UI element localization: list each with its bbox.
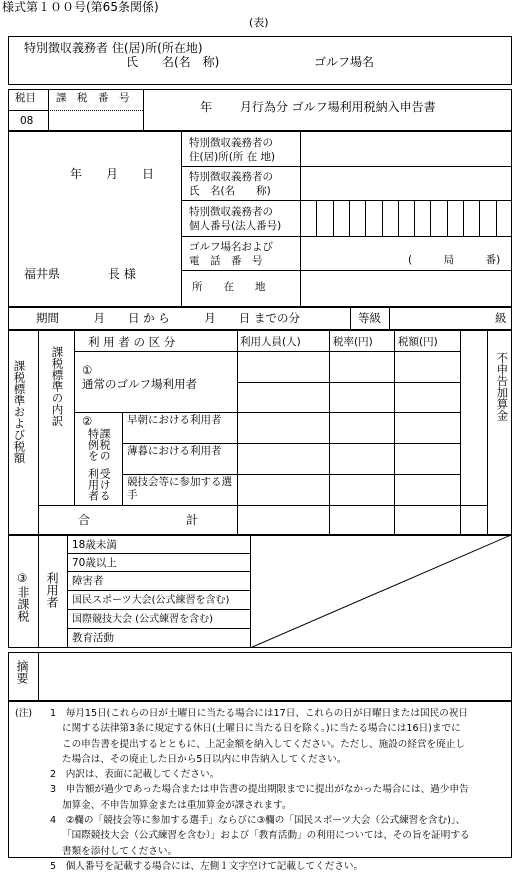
note-line: 2 内訳は、表面に記載してください。 [50, 769, 220, 781]
collector-name-label: 氏 名(名 称) [126, 55, 220, 69]
exempt-number: ③ [17, 571, 28, 585]
digit-divider [496, 200, 497, 236]
row2a-label: 早朝における利用者 [127, 414, 222, 426]
digit-divider [414, 200, 415, 236]
phone-suffix: ( 局 番) [408, 254, 501, 266]
digit-divider [333, 200, 334, 236]
location-field[interactable] [302, 272, 510, 305]
row1-amount-field[interactable] [396, 353, 458, 411]
exempt-item: 国際競技大会 (公式練習を含む) [72, 614, 213, 625]
row2c-users-field[interactable] [239, 476, 327, 504]
digit-divider [382, 200, 383, 236]
notes-label: (注) [15, 708, 33, 719]
note-line: この申告書を提出するとともに、上記金額を納入してください。ただし、施設の経営を廃止し [62, 738, 465, 750]
digit-divider [479, 200, 480, 236]
special-users-label: 課税の特例を受ける利用者 [86, 428, 112, 501]
exempt-diagonal [250, 535, 512, 648]
digit-divider [365, 200, 366, 236]
row2a-users-field[interactable] [239, 414, 327, 442]
col-category: 利 用 者 の 区 分 [88, 335, 176, 349]
location-label: 所 在 地 [192, 281, 266, 293]
grade-label: 等級 [358, 311, 381, 325]
digit-divider [463, 200, 464, 236]
personal-number-label: 特別徴収義務者の 個人番号(法人番号) [189, 206, 282, 232]
tax-number-label: 課 税 番 号 [56, 92, 130, 104]
row2-number: ② [82, 414, 93, 428]
form-number: 様式第１００号(第65条関係) [2, 0, 159, 14]
row1-users-field[interactable] [239, 353, 327, 411]
note-line: 4 ②欄の「競技会等に参加する選手」ならびに③欄の「国民スポーツ大会（公式練習を含む)」、 [50, 815, 466, 827]
remarks-field[interactable] [40, 654, 510, 699]
grade-field[interactable] [391, 309, 491, 328]
grade-unit: 級 [495, 311, 507, 325]
col-users: 利用人員(人) [240, 336, 301, 348]
tax-base-breakdown-label: 課税標準の内訳 [50, 346, 65, 427]
row2b-label: 薄暮における利用者 [127, 445, 222, 457]
exempt-label: 非課税 [16, 586, 30, 622]
collector-name-field[interactable] [302, 168, 510, 199]
exempt-item: 18歳未満 [72, 539, 117, 551]
tax-item-value: 08 [20, 115, 34, 127]
row2b-users-field[interactable] [239, 445, 327, 473]
digit-divider [398, 200, 399, 236]
row2c-label: 競技会等に参加する選手 [127, 476, 232, 501]
addressee: 福井県 長 様 [24, 267, 136, 281]
collector-address-field-label: 特別徴収義務者の 住(居)所(所 在 地) [189, 137, 276, 163]
tax-base-side-label: 課税標準および税額 [12, 360, 27, 464]
digit-divider [447, 200, 448, 236]
collector-address-label: 特別徴収義務者 住(居)所(所在地) [24, 41, 203, 55]
form-title: 年 月行為分 ゴルフ場利用税納入申告書 [200, 100, 436, 114]
row1-label: 通常のゴルフ場利用者 [82, 377, 197, 391]
collector-name-field-label: 特別徴収義務者の 氏 名(名 称) [189, 171, 273, 197]
note-line: 書類を添付してください。 [62, 845, 178, 857]
exempt-users-label: 利用者 [45, 572, 59, 608]
exempt-item: 教育活動 [72, 632, 114, 644]
digit-divider [349, 200, 350, 236]
golf-name-phone-label: ゴルフ場名および 電 話 番 号 [189, 241, 273, 267]
page-side-label: (表) [249, 16, 269, 29]
note-line: 3 申告額が過少であった場合または申告書の提出期限までに提出がなかった場合には、過少申告 [50, 784, 469, 796]
tax-number-field[interactable] [50, 112, 140, 129]
total-amount-field[interactable] [396, 507, 458, 534]
total-label: 合 計 [78, 513, 199, 527]
note-line: 「国際競技大会（公式練習を含む）」および「教育活動」の利用については、その旨を証明する [62, 830, 470, 842]
digit-divider [316, 200, 317, 236]
tax-item-label: 税目 [15, 92, 36, 104]
filing-date[interactable]: 年 月 日 [70, 167, 155, 181]
digit-divider [430, 200, 431, 236]
personal-number-field[interactable] [300, 200, 512, 236]
note-line: に関する法律第3条に規定する休日(土曜日に当たる日を除く。)に当たる場合には16日)までに [62, 723, 461, 735]
col-penalty: 不申告加算金 [495, 352, 510, 421]
note-line: 加算金、不申告加算金または重加算金が課されます。 [62, 799, 292, 811]
row1-number: ① [82, 363, 93, 377]
exempt-item: 国民スポーツ大会(公式練習を含む) [72, 595, 230, 606]
exempt-item: 障害者 [72, 575, 104, 587]
remarks-label: 摘要 [15, 660, 29, 684]
period-label: 期間 月 日 か ら 月 日 までの分 [36, 311, 300, 325]
exempt-item: 70歳以上 [72, 557, 117, 569]
col-amount: 税額(円) [398, 336, 438, 348]
golf-course-label: ゴルフ場名 [314, 55, 375, 69]
note-line: 1 毎月15日(これらの日が土曜日に当たる場合には17日、これらの日が日曜日または国民の祝日 [50, 708, 469, 719]
collector-address-field[interactable] [302, 133, 510, 165]
note-line: た場合は、その廃止した日から5日以内に申告納入してください。 [62, 753, 347, 765]
col-rate: 税率(円) [333, 336, 373, 348]
note-line: 5 個人番号を記載する場合には、左側１文字空けて記載してください。 [50, 860, 364, 872]
